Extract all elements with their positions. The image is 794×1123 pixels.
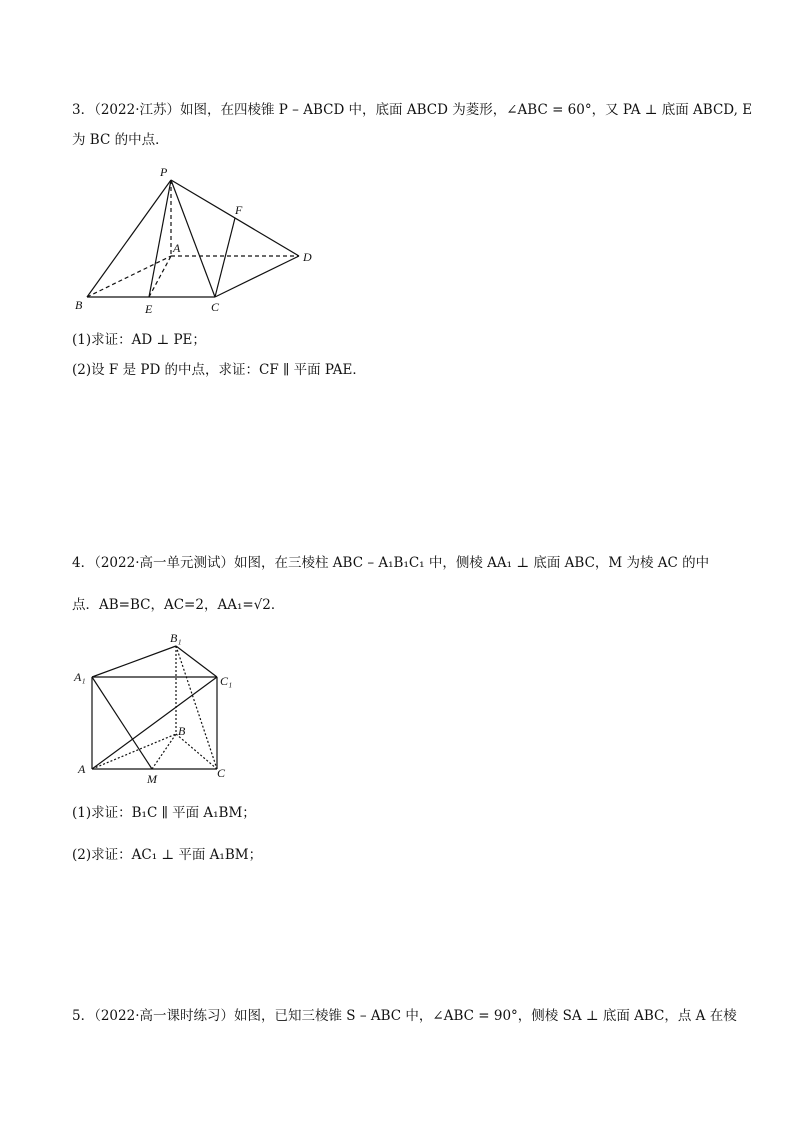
label-E: E	[145, 302, 153, 316]
problem-3-line-1: 3．（2022·江苏）如图，在四棱锥 P – ABCD 中，底面 ABCD 为菱形，∠ABC = 60°，又 PA ⊥ 底面 ABCD, E	[72, 102, 753, 118]
label-B1: B₁	[170, 631, 182, 645]
label-C: C	[217, 766, 226, 780]
label-P: P	[160, 165, 168, 179]
label-B: B	[178, 724, 186, 738]
label-B: B	[75, 298, 83, 312]
problem-4-line-1: 4．（2022·高一单元测试）如图，在三棱柱 ABC – A₁B₁C₁ 中，侧棱 AA₁ ⊥ 底面 ABC，M 为棱 AC 的中	[72, 555, 710, 571]
problem-3-question-1: (1)求证：AD ⊥ PE；	[72, 332, 206, 348]
problem-4-line-2: 点．AB=BC，AC=2，AA₁=√2．	[72, 597, 285, 613]
label-M: M	[147, 772, 157, 786]
problem-4-question-2: (2)求证：AC₁ ⊥ 平面 A₁BM；	[72, 847, 263, 863]
label-C1: C₁	[220, 674, 233, 688]
label-D: D	[303, 250, 312, 264]
pyramid-figure	[70, 163, 330, 318]
problem-4-question-1: (1)求证：B₁C ∥ 平面 A₁BM；	[72, 805, 256, 821]
problem-3-line-2: 为 BC 的中点．	[72, 132, 169, 148]
label-C: C	[211, 300, 220, 314]
problem-3-question-2: (2)设 F 是 PD 的中点，求证：CF ∥ 平面 PAE．	[72, 362, 366, 378]
label-A: A	[173, 241, 181, 255]
label-A1: A₁	[74, 670, 86, 684]
prism-figure	[70, 627, 250, 787]
problem-5-line-1: 5．（2022·高一课时练习）如图，已知三棱锥 S – ABC 中，∠ABC = 90°，侧棱 SA ⊥ 底面 ABC，点 A 在棱	[72, 1008, 737, 1024]
label-A: A	[78, 762, 86, 776]
label-F: F	[235, 203, 243, 217]
